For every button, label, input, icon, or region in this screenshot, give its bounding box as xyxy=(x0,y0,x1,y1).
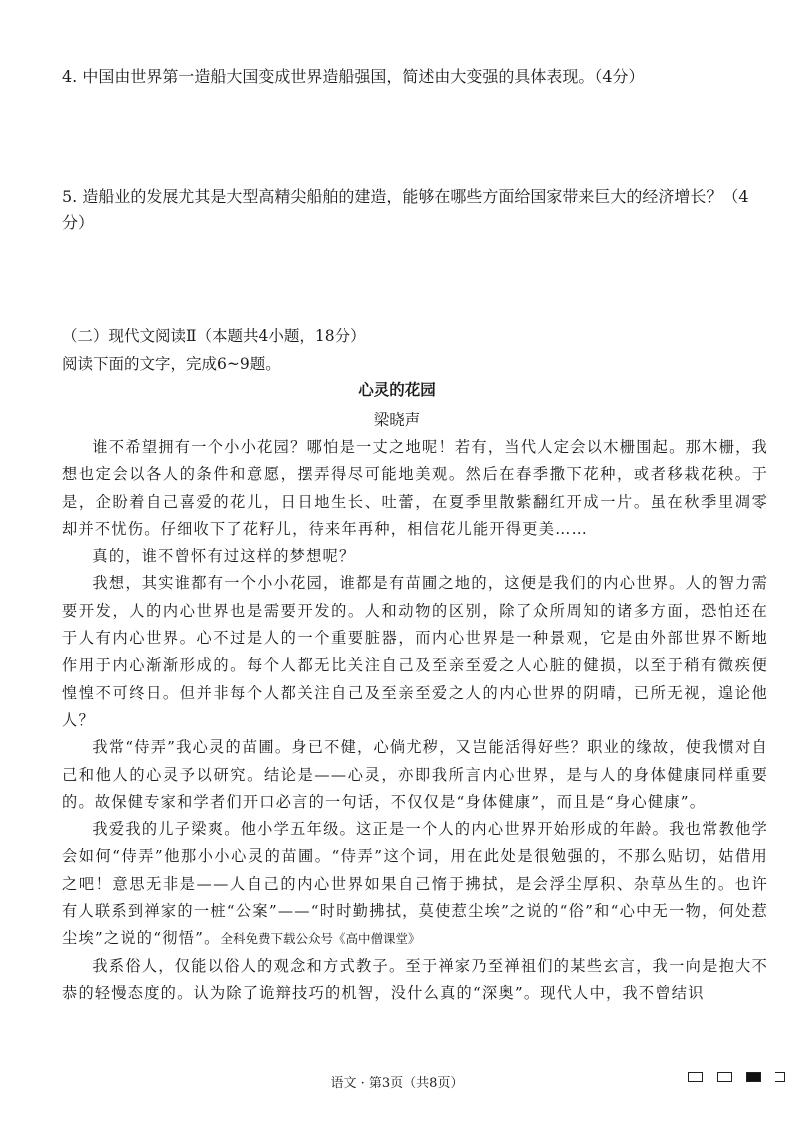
square-mark-icon xyxy=(717,1072,732,1082)
question-4: 4. 中国由世界第一造船大国变成世界造船强国，简述由大变强的具体表现。（4分） xyxy=(62,67,645,86)
article-paragraph-5 xyxy=(62,816,768,952)
square-mark-icon xyxy=(688,1072,703,1082)
article-body xyxy=(62,434,768,1007)
article-paragraph-6: 我系俗人，仅能以俗人的观念和方式教子。至于禅家乃至禅祖们的某些玄言，我一向是抱大不恭的轻慢态度的。认为除了诡辩技巧的机智，没什么真的“深奥”。现代人中，我不曾结识 xyxy=(62,956,768,1002)
filled-mark-icon xyxy=(746,1072,761,1082)
corner-mark-icon xyxy=(775,1072,785,1082)
article-author: 梁晓声 xyxy=(373,411,421,429)
article-title: 心灵的花园 xyxy=(358,380,436,399)
watermark-note: 全科免费下载公众号《高中僧课堂》 xyxy=(220,931,421,947)
article-paragraph-1: 谁不希望拥有一个小小花园？哪怕是一丈之地呢！若有，当代人定会以木栅围起。那木栅，我想也定会以各人的条件和意愿，摆弄得尽可能地美观。然后在春季撒下花种，或者移栽花秧。于是，企盼着自己喜爱的花儿，日日地生长、吐蕾，在夏季里散紫翻红开成一片。虽在秋季里凋零却并不忧伤。仔细收下了花籽儿，待来年再种，相信花儿能开得更美…… xyxy=(62,438,768,538)
question-5: 5. 造船业的发展尤其是大型高精尖船舶的建造，能够在哪些方面给国家带来巨大的经济增长？（4分） xyxy=(62,187,749,232)
article-paragraph-5-text: 我爱我的儿子梁爽。他小学五年级。这正是一个人的内心世界开始形成的年龄。我也常教他学会如何“侍弄”他那小小心灵的苗圃。“侍弄”这个词，用在此处是很勉强的，不那么贴切，姑借用之吧！意思无非是——人自己的内心世界如果自己惰于拂拭，是会浮尘厚积、杂草丛生的。也许有人联系到禅家的一桩“公案”——“时时勤拂拭，莫使惹尘埃”之说的“俗”和“心中无一物，何处惹尘埃”之说的“彻悟”。 xyxy=(62,820,768,948)
page-footer: 语文 · 第3页（共8页） xyxy=(330,1076,464,1091)
article-paragraph-2: 真的，谁不曾怀有过这样的梦想呢？ xyxy=(92,547,356,566)
article-paragraph-3: 我想，其实谁都有一个小小花园，谁都是有苗圃之地的，这便是我们的内心世界。人的智力需要开发，人的内心世界也是需要开发的。人和动物的区别，除了众所周知的诸多方面，恐怕还在于人有内心世界。心不过是人的一个重要脏器，而内心世界是一种景观，它是由外部世界不断地作用于内心渐渐形成的。每个人都无比关注自己及至亲至爱之人心脏的健损，以至于稍有微疾便惶惶不可终日。但并非每个人都关注自己及至亲至爱之人的内心世界的阴晴，已所无视，遑论他人？ xyxy=(62,574,768,729)
binding-marks xyxy=(688,1072,785,1082)
section-instruction: 阅读下面的文字，完成6~9题。 xyxy=(62,355,281,373)
article-paragraph-4: 我常“侍弄”我心灵的苗圃。身已不健，心倘尤秽，又岂能活得好些？职业的缘故，使我惯对自己和他人的心灵予以研究。结论是——心灵，亦即我所言内心世界，是与人的身体健康同样重要的。故保健专家和学者们开口必言的一句话，不仅仅是“身体健康”，而且是“身心健康”。 xyxy=(62,738,768,811)
section-heading: （二）现代文阅读Ⅱ（本题共4小题，18分） xyxy=(62,327,366,345)
